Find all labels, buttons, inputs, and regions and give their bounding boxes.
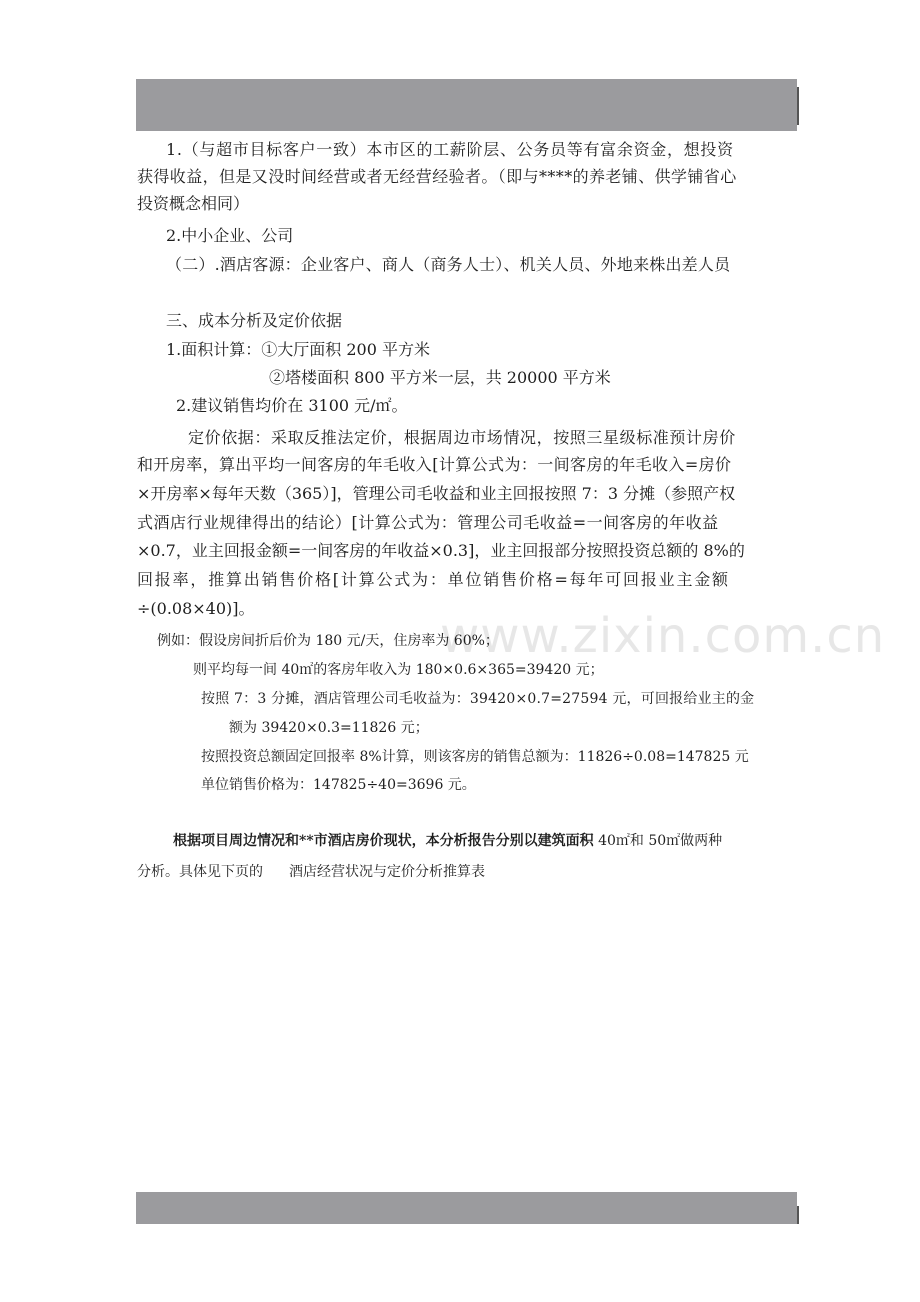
summary-bold-text: 根据项目周边情况和**市酒店房价现状，本分析报告分别以建筑面积 <box>173 833 594 849</box>
example-line: 单位销售价格为：147825÷40=3696 元。 <box>201 777 476 793</box>
paragraph-line: ②塔楼面积 800 平方米一层，共 20000 平方米 <box>269 368 611 387</box>
example-line: 额为 39420×0.3=11826 元； <box>229 720 429 736</box>
paragraph-line: （二）.酒店客源：企业客户、商人（商务人士）、机关人员、外地来株出差人员 <box>166 255 731 274</box>
paragraph-line: 和开房率，算出平均一间客房的年毛收入[计算公式为：一间客房的年毛收入=房价 <box>137 455 732 474</box>
footer-bar <box>136 1192 797 1224</box>
paragraph-line: 2.建议销售均价在 3100 元/㎡。 <box>176 396 408 415</box>
example-line: 例如：假设房间折后价为 180 元/天，住房率为 60%； <box>157 633 499 649</box>
paragraph-line: 2.中小企业、公司 <box>166 226 294 245</box>
header-bar-edge <box>797 87 799 125</box>
summary-table-reference: 酒店经营状况与定价分析推算表 <box>289 864 485 880</box>
paragraph-line: 1.（与超市目标客户一致）本市区的工薪阶层、公务员等有富余资金，想投资 <box>166 140 734 159</box>
paragraph-line: ×0.7，业主回报金额=一间客房的年收益×0.3]，业主回报部分按照投资总额的 8%的 <box>137 541 745 560</box>
paragraph-line: 定价依据：采取反推法定价，根据周边市场情况，按照三星级标准预计房价 <box>188 428 736 447</box>
section-heading: 三、成本分析及定价依据 <box>166 311 343 330</box>
paragraph-line: 式酒店行业规律得出的结论）[计算公式为：管理公司毛收益=一间客房的年收益 <box>137 513 719 532</box>
paragraph-line: 投资概念相同） <box>137 194 250 213</box>
paragraph-line: ×开房率×每年天数（365）]，管理公司毛收益和业主回报按照 7：3 分摊（参照产权 <box>137 484 736 503</box>
summary-line <box>137 862 485 882</box>
footer-bar-edge <box>797 1206 799 1224</box>
paragraph-line: ÷(0.08×40)]。 <box>137 599 255 618</box>
summary-line <box>173 831 722 851</box>
paragraph-line: 回报率，推算出销售价格[计算公式为：单位销售价格=每年可回报业主金额 <box>137 570 730 589</box>
example-line: 则平均每一间 40㎡的客房年收入为 180×0.6×365=39420 元； <box>193 662 604 678</box>
example-line: 按照投资总额固定回报率 8%计算，则该客房的销售总额为：11826÷0.08=147825 元 <box>201 749 749 765</box>
header-bar <box>136 79 797 131</box>
paragraph-line: 1.面积计算：①大厅面积 200 平方米 <box>166 340 430 359</box>
watermark: www.zixin.com.cn <box>440 608 886 664</box>
summary-see-next-page: 分析。具体见下页的 <box>137 864 263 880</box>
paragraph-line: 获得收益，但是又没时间经营或者无经营经验者。（即与****的养老铺、供学铺省心 <box>137 167 737 186</box>
summary-area-text: 40㎡和 50㎡做两种 <box>593 833 723 849</box>
example-line: 按照 7：3 分摊，酒店管理公司毛收益为：39420×0.7=27594 元，可回报给业主的金 <box>201 691 755 707</box>
